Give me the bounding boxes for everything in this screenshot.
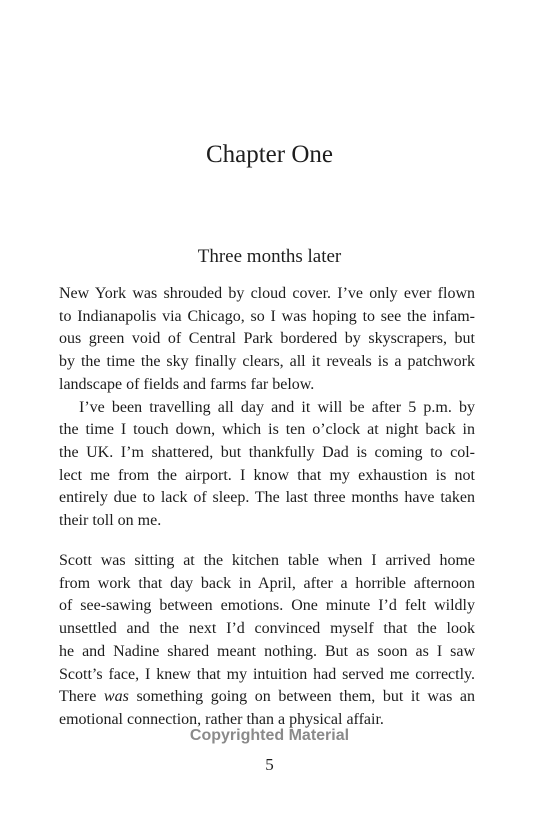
chapter-title: Chapter One [205, 141, 334, 168]
text-line: the UK. I’m shattered, but thankfully Dad is coming to col- [59, 443, 475, 461]
body-text-block-1 [59, 283, 475, 533]
section-subtitle: Three months later [197, 246, 342, 267]
text-line: by the time the sky finally clears, all it reveals is a patchwork [59, 353, 475, 371]
text-line: entirely due to lack of sleep. The last three months have taken [59, 489, 475, 507]
text-line: of see-sawing between emotions. One minute I’d felt wildly [59, 597, 475, 615]
text-line: emotional connection, rather than a physical affair. [59, 710, 384, 728]
text-line: Scott was sitting at the kitchen table when I arrived home [59, 552, 475, 569]
text-line: to Indianapolis via Chicago, so I was hoping to see the infam- [59, 307, 475, 325]
body-text-block-2 [59, 550, 475, 732]
italic-emphasis: was [103, 688, 129, 706]
text-line: unsettled and the next I’d convinced myself that the look [59, 620, 475, 638]
text-line: from work that day back in April, after a horrible afternoon [59, 574, 475, 592]
text-line: I’ve been travelling all day and it will be after 5 p.m. by [79, 398, 475, 416]
text-fragment: something going on between them, but it was an [136, 688, 476, 706]
text-line: ous green void of Central Park bordered by skyscrapers, but [59, 330, 475, 348]
text-line: the time I touch down, which is ten o’clock at night back in [59, 421, 475, 439]
page-number: 5 [265, 755, 274, 774]
text-line: Scott’s face, I knew that my intuition had served me correctly. [59, 665, 475, 683]
text-line: landscape of fields and farms far below. [59, 375, 315, 393]
text-line: New York was shrouded by cloud cover. I’ve only ever flown [59, 285, 475, 302]
text-line: their toll on me. [59, 512, 162, 530]
copyright-watermark: Copyrighted Material [189, 727, 350, 744]
text-line: he and Nadine shared meant nothing. But as soon as I saw [59, 642, 475, 660]
text-line: lect me from the airport. I know that my exhaustion is not [59, 466, 475, 484]
text-line-mixed [59, 686, 475, 709]
text-fragment: There [59, 688, 97, 706]
